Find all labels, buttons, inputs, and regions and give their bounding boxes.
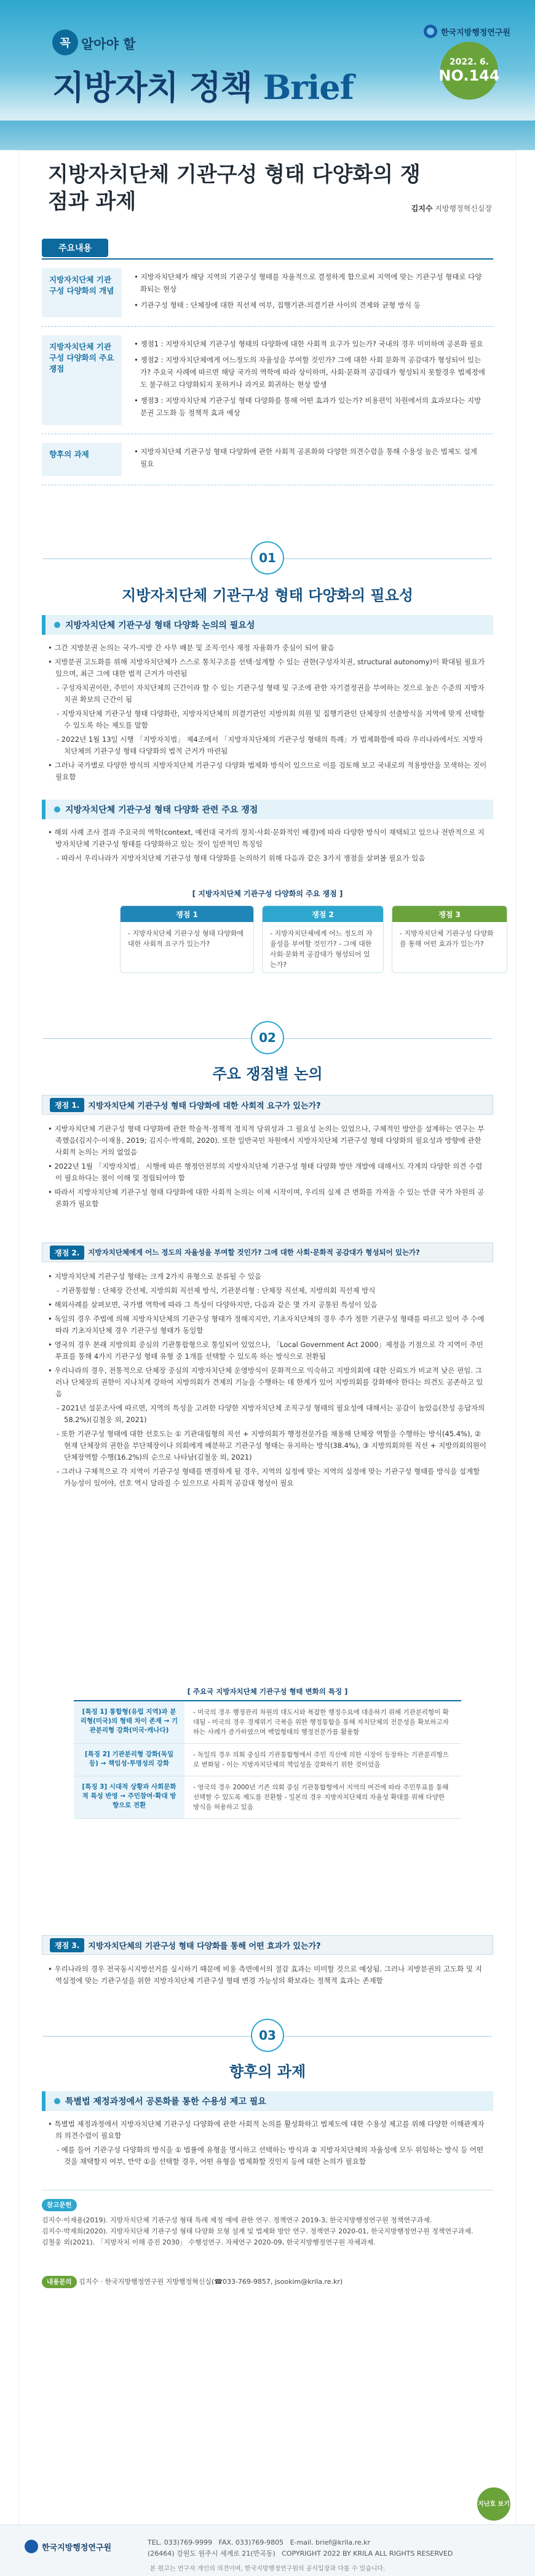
footer-email[interactable]: E-mail. brief@krila.re.kr (290, 2538, 371, 2546)
reference-item: 김철웅 외(2021). 「지방자치 이해 증진 2030」 수행성연구. 자체연구 2020-09, 한국지방행정연구원 자체과제. (42, 2238, 376, 2246)
summary-item: • 쟁점3 : 지방자치단체 기관구성 형태 다양화를 통해 어떤 효과가 있는가? 비용편익 차원에서의 효과보다는 지방분권 고도화 등 정책적 효과 예상 (134, 396, 482, 417)
paragraph: - 또한 기관구성 형태에 대한 선호도는 ① 기관대립형의 직선 + 지방의회가 행정전문가를 채용해 단체장 역할을 수행하는 방식(45.4%), ② 현재 단체장의 권한을 부단체장이나 의회에게 배분하고 기관구성 형태는 유지하는 방식(38.4%), ③ 지방의회의원 직선 + 지방의회의원이 단체장역할 수행(16.2%)의 순으로 나타남(김철웅 외, 2021) (57, 1429, 486, 1461)
issues-figure-title: [ 지방자치단체 기관구성 다양화의 주요 쟁점 ] (192, 889, 343, 898)
summary-values (122, 268, 493, 317)
references (42, 2190, 493, 2248)
section-1-subhead-2: 지방자치단체 기관구성 형태 다양화 관련 주요 쟁점 (42, 800, 493, 819)
section-2-title: 주요 쟁점별 논의 (212, 1065, 323, 1083)
past-issues-button[interactable]: 지난호 보기 (477, 2487, 510, 2521)
table-label: [특징 2] 기관분리형 강화(독일 등) → 책임성·투명성의 강화 (74, 1744, 184, 1776)
summary-item: • 쟁점1 : 지방자치단체 기관구성 형태의 다양화에 대한 사회적 요구가 있는가? 국내의 경우 미미하며 공론화 필요 (134, 340, 483, 348)
contact-text: 김지수 · 한국지방행정연구원 지방행정혁신실(☎033-769-9857, jsookim@krila.re.kr) (79, 2278, 343, 2286)
section-3-subhead: 특별법 제정과정에서 공론화를 통한 수용성 제고 필요 (42, 2091, 493, 2111)
footer-copyright: COPYRIGHT 2022 BY KRILA ALL RIGHTS RESERVED (282, 2550, 453, 2558)
bullet-icon (54, 2098, 60, 2104)
reference-item: 김지수·박재희(2020). 지방자치단체 기관구성 형태 다양화 모형 설계 및 법제화 방안 연구. 정책연구 2020-01, 한국지방행정연구원 정책연구과제. (42, 2227, 474, 2235)
paragraph: - 2021년 설문조사에 따르면, 지역의 특성을 고려한 다양한 지방자치단체 조직구성 형태의 필요성에 대해서는 공감이 높았음(찬성 응답자의 58.2%)(김철웅 외, 2021) (57, 1404, 485, 1424)
badge-stamp: 꼭 (52, 30, 78, 55)
summary-values (122, 443, 493, 476)
summary-item: • 지방자치단체가 해당 지역의 기관구성 형태를 자율적으로 결정하게 함으로써 지역에 맞는 기관구성 형태로 다양화되는 현상 (134, 272, 482, 293)
paragraph: - 예를 들어 기관구성 다양화의 방식을 ① 법률에 유형을 명시하고 선택하는 방식과 ② 지방자치단체의 자율성에 모두 위임하는 방식 등 어떤 것을 채택할지 여부, 만약 ①을 선택할 경우, 어떤 유형을 법제화할 것인지 등에 대한 논의가 필요함 (57, 2145, 484, 2166)
table-title: [ 주요국 지방자치단체 기관구성 형태 변화의 특징 ] (187, 1687, 348, 1696)
issue-card-head: 쟁점 3 (392, 906, 507, 922)
paragraph: • 해외사례를 살펴보면, 국가별 역학에 따라 그 특성이 다양하지만, 다음과 같은 몇 가지 공통된 특성이 있음 (48, 1300, 378, 1309)
issue-card-head: 쟁점 2 (263, 906, 383, 922)
summary-row (42, 327, 493, 434)
paragraph: - 2022년 1월 13일 시행 「지방자치법」 제4조에서 「지방자치단체의 기관구성 형태의 특례」가 법제화함에 따라 우리나라에서도 지방자치단체의 기관구성 형태 다양화의 법적 근거가 마련됨 (57, 735, 483, 755)
paragraph: • 독일의 경우 주법에 의해 지방자치단체의 기관구성 형태가 정해지지만, 기초자치단체의 경우 주가 정한 기관구성 형태를 따르고 있어 주 수에 따라 기초자치단체 경우 기관구성 형태가 동일함 (48, 1314, 485, 1335)
paragraph: - 지방자치단체 기관구성 형태 다양화란, 지방자치단체의 의결기관인 지방의회 의원 및 집행기관인 단체장의 선출방식을 지역에 맞게 선택할 수 있도록 하는 제도를 말함 (57, 709, 485, 729)
issue-card-body: - 지방자치단체에게 어느 정도의 자율성을 부여할 것인가? - 그에 대한 사회·문화적 공감대가 형성되어 있는가? (270, 929, 373, 969)
footer (0, 2524, 535, 2576)
issue-card-body: - 지방자치단체 기관구성 다양화를 통해 어떤 효과가 있는가? (400, 929, 494, 948)
feature-table (74, 1700, 461, 1819)
issue-2-body (48, 1271, 488, 1492)
summary-label: 주요내용 (42, 239, 108, 257)
issue-card-1 (120, 905, 254, 973)
table-cell: - 미국의 경우 행정관리 차원의 대도시와 복잡한 행정수요에 대응하기 위해 기관분리형이 확대됨 - 미국의 경우 경제위기 극복을 위한 행정통합을 통해 자치단체의 전문성을 확보하고자 하는 사례가 증가하였으며 백업형태의 행정전문가를 활용함 (193, 1709, 449, 1736)
summary-key: 지방자치단체 기관구성 다양화의 개념 (42, 268, 122, 317)
table-label: [특징 3] 시대적 상황과 사회문화적 특성 반영 → 주민참여·확대 방향으로 전환 (74, 1776, 184, 1818)
section-3-body (48, 2118, 488, 2170)
header-title-en: Brief (263, 68, 354, 107)
summary-values (122, 335, 493, 425)
krila-logo-icon (424, 25, 437, 38)
table-row (74, 1776, 461, 1819)
issue-card-body: - 지방자치단체 기관구성 형태 다양화에 대한 사회적 요구가 있는가? (128, 929, 244, 948)
section-3-number: 03 (0, 2019, 535, 2052)
issue-card-2 (262, 905, 384, 973)
paragraph: • 그간 지방분권 논의는 국가-지방 간 사무 배분 및 조직·인사 재정 자율화가 중심이 되어 왔음 (48, 643, 335, 652)
section-3-title: 향후의 과제 (229, 2063, 306, 2080)
document-title: 지방자치단체 기관구성 형태 다양화의 쟁점과 과제 (48, 162, 421, 214)
contact (42, 2276, 493, 2288)
summary-row (42, 260, 493, 327)
section-1-title: 지방자치단체 기관구성 형태 다양화의 필요성 (122, 587, 413, 604)
section-1-number: 01 (0, 541, 535, 574)
footer-org: 한국지방행정연구원 (25, 2540, 111, 2553)
issue-1-body (48, 1123, 488, 1212)
issue-3-head: 쟁점 3. 지방자치단체의 기관구성 형태 다양화를 통해 어떤 효과가 있는가? (42, 1935, 493, 1955)
issue-2-head: 쟁점 2. 지방자치단체에게 어느 정도의 자율성을 부여할 것인가? 그에 대한 사회·문화적 공감대가 형성되어 있는가? (42, 1242, 493, 1262)
header-band (0, 121, 535, 150)
section-1-subhead-1: 지방자치단체 기관구성 형태 다양화 논의의 필요성 (42, 615, 493, 635)
paragraph: • 우리나라의 경우, 전통적으로 단체장 중심의 지방자치단체 운영방식이 문화적으로 익숙하고 지방의회에 대한 신뢰도가 비교적 낮은 편임. 그러나 단체장의 권한이 지나치게 강하여 지방의회가 견제의 기능을 수행하는 데 한계가 있어 지방의회를 강화해야 한다는 의견도 공존하고 있음 (48, 1366, 483, 1398)
issue-card-3 (392, 905, 507, 973)
issue-3-body (48, 1963, 488, 1989)
header-title (52, 62, 354, 109)
paragraph: • 2022년 1월 「지방자치법」 시행에 따른 행정안전부의 지방자치단체 기관구성 형태 다양화 방안 개발에 대해서도 각계의 다양한 의견 수렴이 필요하다는 점이 이해 및 정립되어야 함 (48, 1162, 483, 1182)
footer-tel: TEL. 033)769-9999 (148, 2538, 213, 2546)
krila-logo-icon (25, 2540, 38, 2553)
paragraph: • 그러나 국가별로 다양한 방식의 지방자치단체 기관구성 다양화 법제화 방식이 있으므로 이를 검토해 보고 국내로의 적용방안을 모색하는 것이 필요함 (48, 761, 487, 781)
issue-card-head: 쟁점 1 (121, 906, 253, 922)
issue-badge (440, 42, 498, 100)
footer-address: (26464) 강원도 원주시 세계로 21(반곡동) (148, 2550, 275, 2558)
issue-number: NO.144 (438, 67, 500, 84)
table-row (74, 1701, 461, 1744)
issue-1-head: 쟁점 1. 지방자치단체 기관구성 형태 다양화에 대한 사회적 요구가 있는가? (42, 1095, 493, 1115)
paragraph: • 특별법 제정과정에서 지방자치단체 기관구성 다양화에 관한 사회적 논의를 활성화하고 법제도에 대한 수용성 제고를 위해 다양한 이해관계자의 의견수렴이 필요함 (48, 2120, 485, 2140)
table-cell: - 독일의 경우 의회 중심의 기관통합형에서 주민 직선에 의한 시장이 등장하는 기관분리형으로 변화됨 - 이는 지방자치단체의 책임성을 강화하기 위한 것이었음 (193, 1751, 449, 1768)
summary-row (42, 434, 493, 485)
paragraph: - 기관통합형 : 단체장 간선제, 지방의회 직선제 방식, 기관분리형 : 단체장 직선제, 지방의회 직선제 방식 (57, 1286, 376, 1295)
paragraph: • 해외 사례 조사 결과 주요국의 역학(context, 예컨대 국가의 정치·사회·문화적인 배경)에 따라 다양한 방식이 채택되고 있으나 전반적으로 지방자치단체 기관구성 형태를 다양화하고 있는 것이 일반적인 특징임 (48, 828, 485, 848)
summary-item: • 기관구성 형태 : 단체장에 대한 직선제 여부, 집행기관-의결기관 사이의 견제와 균형 방식 등 (134, 301, 421, 309)
table-row (74, 1744, 461, 1776)
issue-date: 2022. 6. (449, 57, 489, 67)
paragraph: • 지방분권 고도화를 위해 지방자치단체가 스스로 통치구조를 선택·설계할 수 있는 권한(구성자치권, structural autonomy)이 확대될 필요가 있으며, 최근 그에 대한 법적 근거가 마련됨 (48, 658, 485, 678)
contact-label: 내용문의 (42, 2276, 77, 2288)
footer-fax: FAX. 033)769-9805 (218, 2538, 284, 2546)
table-cell: - 영국의 경우 2000년 기존 의회 중심 기관통합형에서 지역의 여건에 따라 주민투표를 통해 선택할 수 있도록 제도를 전환함 - 일본의 경우 지방자치단체의 자율성 확대를 위해 다양한 방식을 허용하고 있음 (193, 1784, 449, 1811)
bullet-icon (54, 806, 60, 813)
references-label: 참고문헌 (42, 2199, 77, 2211)
summary-key: 향후의 과제 (42, 443, 122, 476)
org-name: 한국지방행정연구원 (440, 28, 510, 38)
author-line (411, 203, 492, 213)
org-logo[interactable] (424, 25, 510, 38)
summary-key: 지방자치단체 기관구성 다양화의 주요 쟁점 (42, 335, 122, 425)
reference-item: 김지수·이재용(2019). 지방자치단체 기관구성 형태 특례 제정 예에 관한 연구. 정책연구 2019-3, 한국지방행정연구원 정책연구과제. (42, 2216, 432, 2224)
summary-table (42, 258, 493, 485)
bullet-icon (54, 622, 60, 628)
header-title-ko: 지방자치 정책 (52, 68, 252, 107)
footer-contact (148, 2537, 453, 2559)
section-1-body-1 (48, 642, 488, 785)
paragraph: - 구성자치권이란, 주민이 자치단체의 근간이라 할 수 있는 기관구성 형태 및 구조에 관한 자기결정권을 부여하는 것으로 높은 수준의 지방자치권 확보의 근간이 됨 (57, 683, 485, 704)
footer-note: 본 원고는 연구자 개인의 의견이며, 한국지방행정연구원의 공식입장과 다를 수 있습니다. (149, 2566, 386, 2572)
section-2-number: 02 (0, 1021, 535, 1054)
header-subtitle: 알아야 할 (81, 37, 136, 52)
summary-item: • 쟁점2 : 지방자치단체에게 어느정도의 자율성을 부여할 것인가? 그에 대한 사회 문화적 공감대가 형성되어 있는가? 주요국 사례에 따르면 해당 국가의 역학에 따라 상이하며, 사회·문화적 공감대가 형성되지 못할경우 법제정에도 불구하고 다양화되지 못하거나 과거로 회귀하는 현상 발생 (134, 356, 485, 389)
summary-item: • 지방자치단체 기관구성 형태 다양화에 관한 사회적 공론화와 다양한 의견수렴을 통해 수용성 높은 법제도 설계 필요 (134, 447, 477, 468)
table-label: [특징 1] 통합형(유럽 지역)과 분리형(미국)의 형태 차이 존재 → 기관분리형 강화(미국·캐나다) (74, 1701, 184, 1743)
section-1-body-2 (48, 827, 488, 867)
paragraph: • 우리나라의 경우 전국동시지방선거를 실시하기 때문에 비용 측면에서의 절감 효과는 미미할 것으로 예상됨. 그러나 지방분권의 고도화 및 지역실정에 맞는 기관구성을 위한 지방자치단체 기관구성 형태 변경 가능성의 확보라는 정책적 효과는 존재함 (48, 1965, 482, 1985)
paragraph: • 지방자치단체 기관구성 형태는 크게 2가지 유형으로 분류될 수 있음 (48, 1272, 261, 1281)
paragraph: • 따라서 지방자치단체 기관구성 형태 다양화에 대한 사회적 논의는 이제 시작이며, 우리의 실제 큰 변화를 가져올 수 있는 만큼 국가 차원의 공론화가 필요함 (48, 1188, 485, 1208)
author-role: 지방행정혁신실장 (435, 204, 492, 213)
paragraph: • 지방자치단체 기관구성 형태 다양화에 관한 학술적·정책적 정치적 당위성과 그 필요성 논의는 있었으나, 구체적인 방안을 설계하는 연구는 부족했음(김지수·이재용, 2019; 김지수·박재희, 2020). 또한 일반국민 차원에서 지방자치단체 기관구성 형태 다양화의 필요성과 방향에 관한 사회적 논의는 거의 없었음 (48, 1124, 485, 1156)
paragraph: - 그러나 구체적으로 각 지역이 기관구성 형태를 변경하게 될 경우, 지역의 실정에 맞는 지역의 실정에 맞는 기관구성 형태를 방식을 설계할 가능성이 있어야, 선호 역시 달라질 수 있으므로 사회적 공감대 형성이 필요 (57, 1467, 480, 1487)
paragraph: - 따라서 우리나라가 지방자치단체 기관구성 형태 다양화를 논의하기 위해 다음과 같은 3가지 쟁점을 살펴볼 필요가 있음 (57, 854, 426, 862)
author-name: 김지수 (411, 204, 433, 213)
paragraph: • 영국의 경우 본래 지방의회 중심의 기관통합형으로 통일되어 있었으나, 「Local Government Act 2000」제정을 기점으로 각 지역이 주민투표를 통해 4가지 기관구성 형태 유형 중 1개를 선택할 수 있도록 하는 방식으로 전환됨 (48, 1340, 483, 1361)
